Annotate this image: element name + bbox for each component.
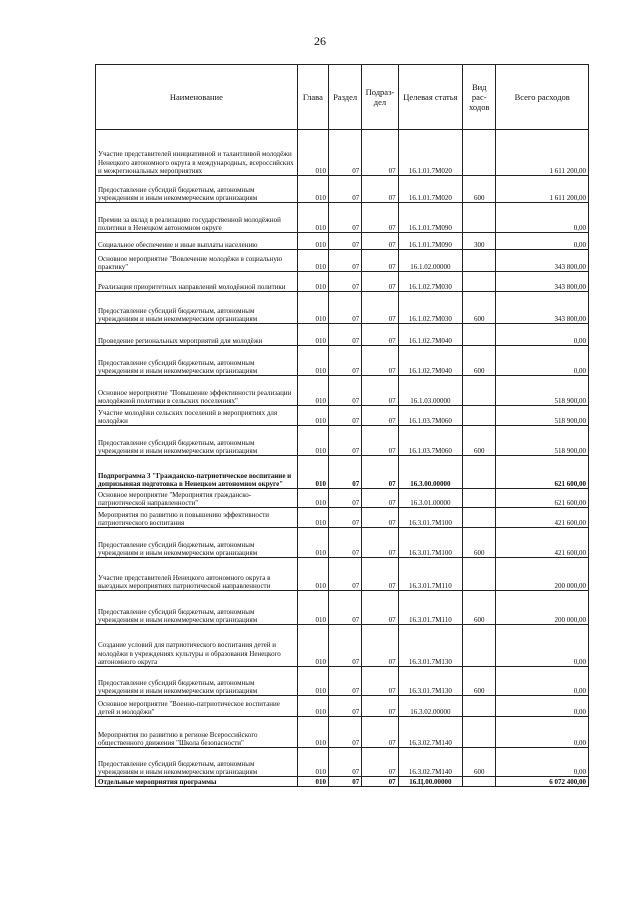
cell-target: 16.1.03.7М060 — [398, 406, 462, 426]
cell-type: 600 — [463, 346, 496, 376]
cell-subsection: 07 — [362, 250, 398, 272]
cell-chapter: 010 — [297, 203, 328, 233]
cell-name: Предоставление субсидий бюджетным, автономным учреждениям и иным некоммерческим организациям — [96, 591, 298, 625]
cell-section: 07 — [328, 324, 361, 346]
cell-subsection: 07 — [362, 625, 398, 667]
table-row — [96, 456, 589, 489]
header-total: Всего расходов — [496, 65, 589, 130]
cell-type — [463, 489, 496, 508]
cell-target: 16.3.01.7М110 — [398, 591, 462, 625]
cell-target: 16.1.02.7М040 — [398, 346, 462, 376]
table-row — [96, 667, 589, 696]
cell-chapter: 010 — [297, 346, 328, 376]
cell-total: 421 600,00 — [496, 508, 589, 528]
cell-name: Премии за вклад в реализацию государственной молодёжной политики в Ненецком автономном округе — [96, 203, 298, 233]
cell-total: 200 000,00 — [496, 558, 589, 591]
cell-subsection: 07 — [362, 176, 398, 203]
cell-section: 07 — [328, 489, 361, 508]
cell-type — [463, 272, 496, 292]
cell-chapter: 010 — [297, 489, 328, 508]
cell-subsection: 07 — [362, 696, 398, 717]
header-chapter: Глава — [297, 65, 328, 130]
cell-type: 600 — [463, 667, 496, 696]
cell-type — [463, 406, 496, 426]
cell-chapter: 010 — [297, 406, 328, 426]
cell-total: 0,00 — [496, 625, 589, 667]
cell-total: 518 900,00 — [496, 376, 589, 406]
cell-total: 343 800,00 — [496, 292, 589, 324]
cell-section: 07 — [328, 233, 361, 250]
cell-section: 07 — [328, 717, 361, 748]
cell-subsection: 07 — [362, 406, 398, 426]
table-row — [96, 696, 589, 717]
cell-total: 6 072 400,00 — [496, 777, 589, 787]
cell-name: Подпрограмма 3 "Гражданско-патриотическое воспитание и допризывная подготовка в Ненецком автономном округе" — [96, 456, 298, 489]
table-row — [96, 426, 589, 456]
cell-subsection: 07 — [362, 528, 398, 558]
cell-subsection: 07 — [362, 346, 398, 376]
table-row — [96, 748, 589, 777]
cell-name: Участие представителей Ненецкого автономного округа в выездных мероприятиях патриотической направленности — [96, 558, 298, 591]
cell-target: 16.3.01.7М110 — [398, 558, 462, 591]
cell-target: 16.1.03.7М060 — [398, 426, 462, 456]
cell-chapter: 010 — [297, 233, 328, 250]
cell-subsection: 07 — [362, 324, 398, 346]
cell-section: 07 — [328, 376, 361, 406]
cell-target: 16.3.01.7М100 — [398, 528, 462, 558]
cell-section: 07 — [328, 176, 361, 203]
cell-target: 16.1.01.7М020 — [398, 130, 462, 176]
cell-name: Участие молодёжи сельских поселений в мероприятиях для молодёжи — [96, 406, 298, 426]
cell-target: 16.3.02.7М140 — [398, 748, 462, 777]
cell-name: Основное мероприятие "Военно-патриотическое воспитание детей и молодёжи" — [96, 696, 298, 717]
cell-section: 07 — [328, 696, 361, 717]
header-type: Вид рас-ходов — [463, 65, 496, 130]
cell-type — [463, 558, 496, 591]
cell-subsection: 07 — [362, 130, 398, 176]
cell-chapter: 010 — [297, 508, 328, 528]
cell-type — [463, 130, 496, 176]
cell-total: 343 800,00 — [496, 272, 589, 292]
cell-chapter: 010 — [297, 591, 328, 625]
cell-section: 07 — [328, 203, 361, 233]
cell-name: Предоставление субсидий бюджетным, автономным учреждениям и иным некоммерческим организациям — [96, 748, 298, 777]
cell-chapter: 010 — [297, 696, 328, 717]
cell-chapter: 010 — [297, 667, 328, 696]
header-row — [96, 65, 589, 130]
cell-section: 07 — [328, 426, 361, 456]
cell-total: 621 600,00 — [496, 489, 589, 508]
cell-chapter: 010 — [297, 625, 328, 667]
table-row — [96, 376, 589, 406]
table-row — [96, 324, 589, 346]
cell-target: 16.3.01.00000 — [398, 489, 462, 508]
page-number: 26 — [314, 34, 326, 48]
cell-total: 621 600,00 — [496, 456, 589, 489]
table-row — [96, 777, 589, 787]
cell-name: Основное мероприятие "Повышение эффективности реализации молодёжной политики в сельских поселениях" — [96, 376, 298, 406]
cell-target: 16.3.00.00000 — [398, 456, 462, 489]
cell-chapter: 010 — [297, 272, 328, 292]
cell-target: 16.3.01.7М130 — [398, 667, 462, 696]
cell-section: 07 — [328, 625, 361, 667]
cell-type — [463, 777, 496, 787]
cell-total: 0,00 — [496, 203, 589, 233]
cell-name: Проведение региональных мероприятий для молодёжи — [96, 324, 298, 346]
cell-name: Предоставление субсидий бюджетным, автономным учреждениям и иным некоммерческим организациям — [96, 426, 298, 456]
cell-type — [463, 203, 496, 233]
cell-chapter: 010 — [297, 426, 328, 456]
table-row — [96, 717, 589, 748]
cell-name: Предоставление субсидий бюджетным, автономным учреждениям и иным некоммерческим организациям — [96, 528, 298, 558]
cell-target: 16.1.02.00000 — [398, 250, 462, 272]
cell-target: 16.1.01.7М020 — [398, 176, 462, 203]
cell-subsection: 07 — [362, 233, 398, 250]
cell-section: 07 — [328, 346, 361, 376]
cell-total: 0,00 — [496, 696, 589, 717]
cell-chapter: 010 — [297, 250, 328, 272]
table-row — [96, 591, 589, 625]
header-target: Целевая статья — [398, 65, 462, 130]
cell-subsection: 07 — [362, 508, 398, 528]
table-row — [96, 625, 589, 667]
cell-type: 300 — [463, 233, 496, 250]
cell-section: 07 — [328, 777, 361, 787]
cell-section: 07 — [328, 748, 361, 777]
cell-name: Мероприятия по развитию в регионе Всероссийского общественного движения "Школа безопасности" — [96, 717, 298, 748]
cell-name: Предоставление субсидий бюджетным, автономным учреждениям и иным некоммерческим организациям — [96, 176, 298, 203]
cell-chapter: 010 — [297, 324, 328, 346]
cell-chapter: 010 — [297, 376, 328, 406]
cell-section: 07 — [328, 406, 361, 426]
cell-type: 600 — [463, 528, 496, 558]
cell-section: 07 — [328, 558, 361, 591]
cell-subsection: 07 — [362, 717, 398, 748]
cell-chapter: 010 — [297, 717, 328, 748]
cell-name: Социальное обеспечение и иные выплаты населению — [96, 233, 298, 250]
cell-subsection: 07 — [362, 292, 398, 324]
cell-target: 16.3.02.7М140 — [398, 717, 462, 748]
cell-section: 07 — [328, 667, 361, 696]
cell-type — [463, 324, 496, 346]
cell-chapter: 010 — [297, 176, 328, 203]
cell-chapter: 010 — [297, 558, 328, 591]
cell-name: Предоставление субсидий бюджетным, автономным учреждениям и иным некоммерческим организациям — [96, 346, 298, 376]
cell-total: 518 900,00 — [496, 426, 589, 456]
cell-target: 16.1.01.7М090 — [398, 203, 462, 233]
cell-section: 07 — [328, 508, 361, 528]
cell-chapter: 010 — [297, 528, 328, 558]
cell-section: 07 — [328, 528, 361, 558]
cell-total: 518 900,00 — [496, 406, 589, 426]
cell-total: 0,00 — [496, 346, 589, 376]
cell-target: 16.Ц.00.00000 — [398, 777, 462, 787]
table-row — [96, 250, 589, 272]
cell-subsection: 07 — [362, 456, 398, 489]
cell-chapter: 010 — [297, 777, 328, 787]
cell-section: 07 — [328, 591, 361, 625]
cell-name: Предоставление субсидий бюджетным, автономным учреждениям и иным некоммерческим организациям — [96, 292, 298, 324]
table-row — [96, 508, 589, 528]
cell-chapter: 010 — [297, 292, 328, 324]
table-row — [96, 489, 589, 508]
cell-total: 0,00 — [496, 233, 589, 250]
cell-type: 600 — [463, 292, 496, 324]
cell-total: 0,00 — [496, 748, 589, 777]
cell-subsection: 07 — [362, 203, 398, 233]
cell-type: 600 — [463, 176, 496, 203]
cell-name: Отдельные мероприятия программы — [96, 777, 298, 787]
cell-type — [463, 250, 496, 272]
table-row — [96, 292, 589, 324]
cell-type: 600 — [463, 591, 496, 625]
cell-type — [463, 376, 496, 406]
table-row — [96, 558, 589, 591]
cell-section: 07 — [328, 456, 361, 489]
cell-total: 343 800,00 — [496, 250, 589, 272]
header-name: Наименование — [96, 65, 298, 130]
cell-target: 16.1.02.7М030 — [398, 272, 462, 292]
cell-subsection: 07 — [362, 426, 398, 456]
table-row — [96, 233, 589, 250]
cell-subsection: 07 — [362, 489, 398, 508]
cell-type — [463, 456, 496, 489]
cell-name: Создание условий для патриотического воспитания детей и молодёжи в учреждениях культуры и образования Ненецкого автономного округа — [96, 625, 298, 667]
cell-type — [463, 625, 496, 667]
header-subsection: Подраз-дел — [362, 65, 398, 130]
cell-total: 200 000,00 — [496, 591, 589, 625]
table-row — [96, 528, 589, 558]
cell-type — [463, 717, 496, 748]
cell-subsection: 07 — [362, 667, 398, 696]
table-row — [96, 203, 589, 233]
cell-name: Предоставление субсидий бюджетным, автономным учреждениям и иным некоммерческим организациям — [96, 667, 298, 696]
cell-section: 07 — [328, 292, 361, 324]
cell-name: Основное мероприятие "Вовлечение молодёжи в социальную практику" — [96, 250, 298, 272]
cell-subsection: 07 — [362, 591, 398, 625]
cell-target: 16.3.02.00000 — [398, 696, 462, 717]
cell-total: 0,00 — [496, 667, 589, 696]
cell-total: 1 611 200,00 — [496, 130, 589, 176]
cell-target: 16.3.01.7М130 — [398, 625, 462, 667]
cell-name: Участие представителей инициативной и талантливой молодёжи Ненецкого автономного округа в международных, всероссийских и межрегиональных мероприятиях — [96, 130, 298, 176]
cell-subsection: 07 — [362, 272, 398, 292]
cell-subsection: 07 — [362, 748, 398, 777]
cell-target: 16.1.01.7М090 — [398, 233, 462, 250]
cell-target: 16.3.01.7М100 — [398, 508, 462, 528]
cell-chapter: 010 — [297, 130, 328, 176]
cell-total: 421 600,00 — [496, 528, 589, 558]
cell-target: 16.1.02.7М030 — [398, 292, 462, 324]
budget-table — [95, 64, 589, 787]
table-row — [96, 272, 589, 292]
cell-subsection: 07 — [362, 376, 398, 406]
cell-total: 0,00 — [496, 717, 589, 748]
header-section: Раздел — [328, 65, 361, 130]
cell-subsection: 07 — [362, 777, 398, 787]
table-row — [96, 406, 589, 426]
cell-total: 0,00 — [496, 324, 589, 346]
table-row — [96, 176, 589, 203]
cell-type — [463, 696, 496, 717]
cell-type: 600 — [463, 748, 496, 777]
cell-type: 600 — [463, 426, 496, 456]
cell-section: 07 — [328, 130, 361, 176]
cell-name: Реализация приоритетных направлений молодёжной политики — [96, 272, 298, 292]
cell-total: 1 611 200,00 — [496, 176, 589, 203]
cell-type — [463, 508, 496, 528]
cell-section: 07 — [328, 250, 361, 272]
cell-name: Мероприятия по развитию и повышению эффективности патриотического воспитания — [96, 508, 298, 528]
cell-subsection: 07 — [362, 558, 398, 591]
cell-target: 16.1.02.7М040 — [398, 324, 462, 346]
table-row — [96, 346, 589, 376]
cell-chapter: 010 — [297, 748, 328, 777]
cell-target: 16.1.03.00000 — [398, 376, 462, 406]
cell-section: 07 — [328, 272, 361, 292]
cell-name: Основное мероприятие "Мероприятия гражданско-патриотической направленности" — [96, 489, 298, 508]
cell-chapter: 010 — [297, 456, 328, 489]
table-row — [96, 130, 589, 176]
